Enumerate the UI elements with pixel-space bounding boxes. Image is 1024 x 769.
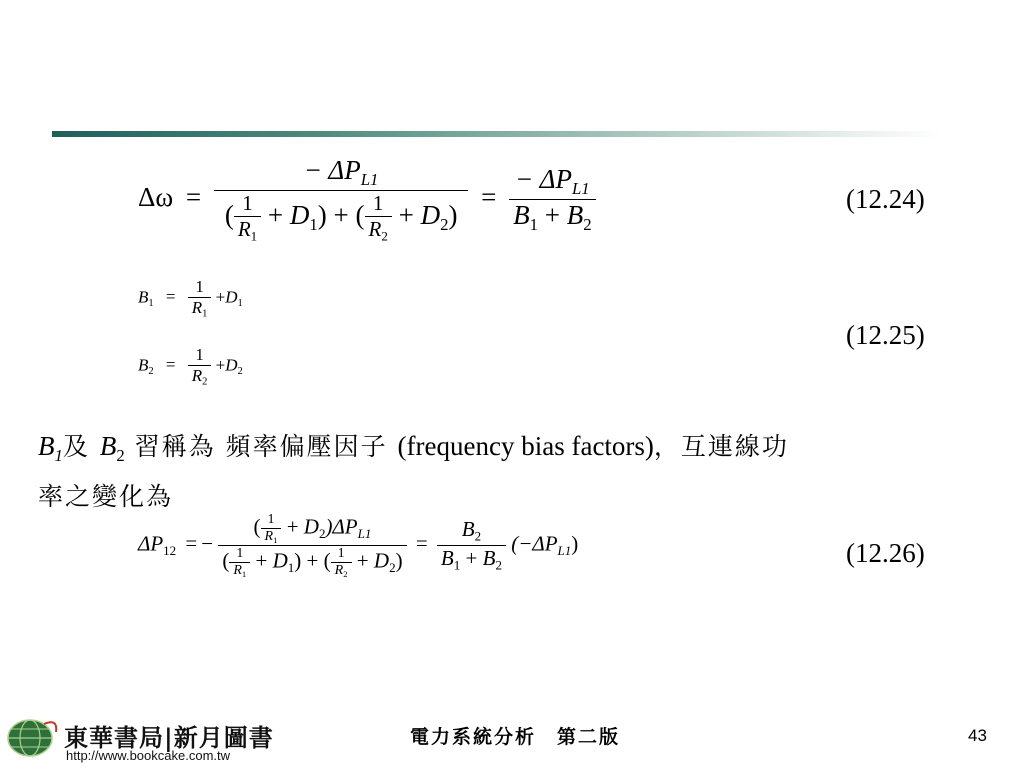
- equation-12-26: $\Delta P_{12}$ = − ( $\frac{1}{R_1}$ + $D_2)\Delta P_{L1}$ ( $\frac{1}{R_1}$ + $D_1$) + ( $\frac{1}{R_2}$ + $D_2$) = $\frac{B_2}{B_1 + B_2}$ $(-\Delta P_{L1})$: [138, 512, 579, 580]
- page-number: 43: [968, 726, 987, 745]
- logo-title: 東華書局|新月圖書: [64, 723, 274, 752]
- logo-url: http://www.bookcake.com.tw: [66, 748, 231, 763]
- globe-icon: [4, 714, 60, 764]
- body-paragraph: $B_1$及 $B_2$ 習稱為 頻率偏壓因子 (frequency bias factors)，互連線功 率之變化為: [38, 431, 789, 511]
- publisher-logo: [4, 714, 284, 766]
- fraction-main: − $\Delta P_{L1}$ ( $\frac{1}{R_1}$ + $D_1$) + ( $\frac{1}{R_2}$ + $D_2$): [214, 155, 469, 244]
- equation-12-25-b2: $B_2$ = $\frac{1}{R_2}$ $+D_2$: [138, 345, 243, 388]
- fraction-simplified: $\frac{- \Delta P_{L1}}{B_1 + B_2}$: [509, 164, 595, 235]
- equation-number-12-25: (12.25): [846, 320, 925, 350]
- equation-number-12-24: (12.24): [846, 184, 925, 214]
- equation-12-24: Δω = − $\Delta P_{L1}$ ( $\frac{1}{R_1}$ + $D_1$) + ( $\frac{1}{R_2}$ + $D_2$) = $\frac{- \Delta P_{L1}}{B_1 + B_2}$: [138, 155, 596, 244]
- equation-number-12-26: (12.26): [846, 538, 925, 568]
- equation-12-25-b1: $B_1$ = $\frac{1}{R_1}$ $+D_1$: [138, 277, 243, 320]
- fraction-tie-line: ( $\frac{1}{R_1}$ + $D_2)\Delta P_{L1}$ ( $\frac{1}{R_1}$ + $D_1$) + ( $\frac{1}{R_2}$ + $D_2$): [218, 512, 406, 579]
- fraction-ratio: $\frac{B_2}{B_1 + B_2}$: [437, 517, 506, 573]
- delta-omega: Δω: [138, 181, 174, 212]
- header-divider: [52, 131, 942, 137]
- footer-book-title: 電力系統分析 第二版: [410, 726, 621, 748]
